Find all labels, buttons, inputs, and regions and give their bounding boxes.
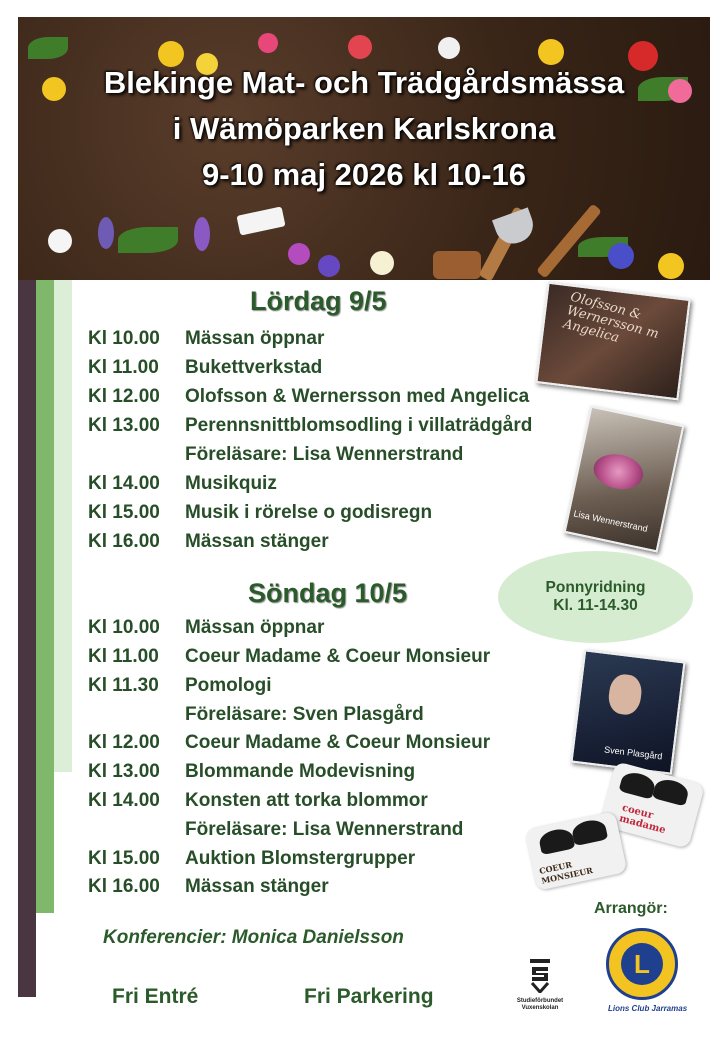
konferencier: Konferencier: Monica Danielsson [103, 927, 404, 948]
header-banner [18, 17, 710, 280]
side-bar-dark [18, 280, 36, 997]
banner-venue: i Wämöparken Karlskrona [172, 111, 556, 146]
coeur-madame-logo: coeur madame [599, 761, 705, 849]
schedule-row: Kl 16.00 Mässan stänger [88, 531, 329, 552]
schedule-speaker: Föreläsare: Lisa Wennerstrand [185, 444, 464, 465]
sv-icon [528, 957, 552, 993]
schedule-row: Kl 14.00 Konsten att torka blommor [88, 790, 428, 811]
schedule-row: Kl 11.00 Coeur Madame & Coeur Monsieur [88, 646, 491, 667]
studieforbundet-logo [512, 957, 568, 1012]
schedule-row: Kl 13.00 Blommande Modevisning [88, 761, 416, 782]
sven-photo-caption: Sven Plasgård [603, 744, 663, 762]
olofsson-photo-caption: Olofsson & Wernersson m Angelica [561, 289, 661, 346]
schedule-speaker: Föreläsare: Sven Plasgård [185, 704, 424, 725]
ponny-title: Ponnyridning [545, 579, 646, 596]
schedule-row: Kl 10.00 Mässan öppnar [88, 328, 325, 349]
schedule-row: Kl 11.30 Pomologi [88, 675, 272, 696]
schedule-row: Kl 15.00 Musik i rörelse o godisregn [88, 502, 433, 523]
schedule-row: Kl 11.00 Bukettverkstad [88, 357, 323, 378]
lisa-photo-caption: Lisa Wennerstrand [572, 508, 649, 534]
sunday-title: Söndag 10/5 [248, 578, 408, 608]
coeur-monsieur-logo: COEUR MONSIEUR [525, 811, 628, 891]
lions-icon: L [621, 943, 663, 985]
lions-caption: Lions Club Jarramas [608, 1004, 688, 1013]
banner-date: 9-10 maj 2026 kl 10-16 [201, 157, 527, 192]
lisa-photo [564, 405, 685, 552]
sven-photo [570, 649, 685, 775]
banner-title: Blekinge Mat- och Trädgårdsmässa [103, 65, 625, 100]
olofsson-photo [535, 282, 690, 401]
ponny-time: Kl. 11-14.30 [553, 597, 638, 614]
saturday-title: Lördag 9/5 [250, 286, 387, 316]
lions-logo [606, 928, 678, 1000]
schedule-row: Kl 12.00 Olofsson & Wernersson med Angelica [88, 386, 530, 407]
schedule-row: Kl 13.00 Perennsnittblomsodling i villaträdgård [88, 415, 533, 436]
schedule-speaker: Föreläsare: Lisa Wennerstrand [185, 819, 464, 840]
schedule-row: Kl 15.00 Auktion Blomstergrupper [88, 848, 416, 869]
ponny-badge [498, 551, 693, 643]
fri-parkering: Fri Parkering [304, 985, 434, 1008]
arrangor-label: Arrangör: [594, 900, 668, 917]
schedule-row: Kl 16.00 Mässan stänger [88, 876, 329, 897]
fri-entre: Fri Entré [112, 985, 199, 1008]
schedule-row: Kl 12.00 Coeur Madame & Coeur Monsieur [88, 732, 491, 753]
schedule-row: Kl 10.00 Mässan öppnar [88, 617, 325, 638]
side-bar-light [54, 280, 72, 772]
sv-caption: Studieförbundet Vuxenskolan [516, 998, 564, 1011]
schedule-row: Kl 14.00 Musikquiz [88, 473, 277, 494]
side-bar-mid [36, 280, 54, 913]
